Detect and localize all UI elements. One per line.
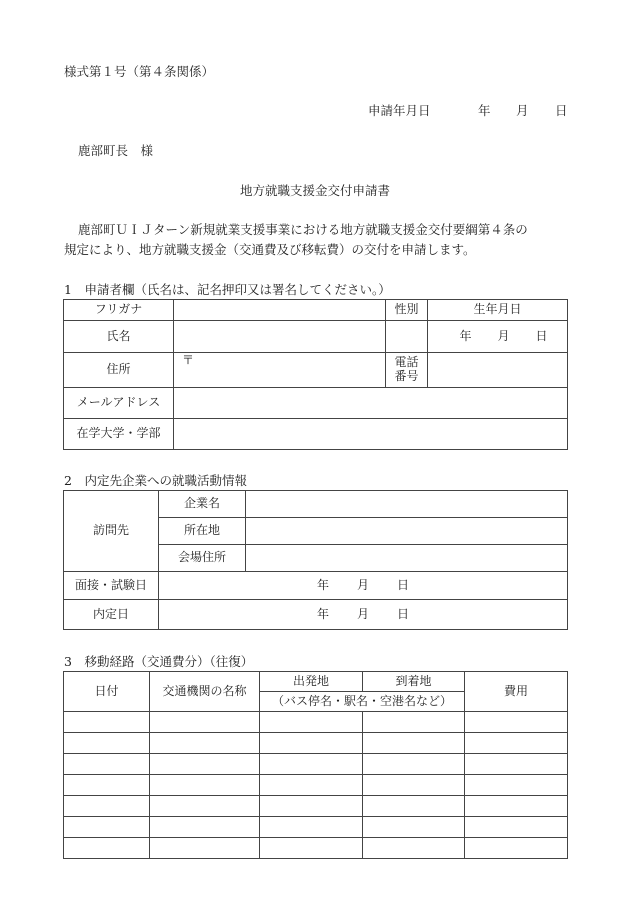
phone-label [386, 353, 428, 388]
date-cell[interactable] [64, 733, 150, 754]
application-date-label: 申請年月日 [368, 103, 431, 118]
section1-heading: 1 申請者欄（氏名は、記名押印又は署名してください。） [64, 282, 391, 297]
cost-cell[interactable] [465, 712, 568, 733]
travel-route-table [63, 671, 568, 859]
arrival-cell[interactable] [363, 796, 465, 817]
departure-cell[interactable] [260, 733, 363, 754]
application-date-line [368, 103, 568, 118]
transport-header: 交通機関の名称 [150, 672, 260, 712]
arrival-header: 到着地 [363, 672, 465, 692]
cost-cell[interactable] [465, 775, 568, 796]
name-field[interactable] [174, 321, 386, 353]
birth-year-unit: 年 [459, 328, 472, 343]
date-cell[interactable] [64, 775, 150, 796]
table-row [64, 775, 568, 796]
furigana-field[interactable] [174, 300, 386, 321]
intro-line-1: 鹿部町ＵＩＪターン新規就業支援事業における地方就職支援金交付要綱第４条の [78, 222, 528, 237]
gender-label: 性別 [386, 300, 428, 321]
arrival-cell[interactable] [363, 733, 465, 754]
cost-cell[interactable] [465, 796, 568, 817]
birth-month-unit: 月 [497, 328, 510, 343]
table-row [64, 712, 568, 733]
offer-year-unit: 年 [316, 606, 329, 621]
offer-day-unit: 日 [397, 606, 410, 621]
phone-label-line2: 番号 [394, 369, 419, 383]
offer-month-unit: 月 [356, 606, 369, 621]
cost-cell[interactable] [465, 754, 568, 775]
form-number: 様式第１号（第４条関係） [64, 64, 215, 79]
table-row [64, 796, 568, 817]
job-hunting-table [63, 490, 568, 630]
section2-heading: 2 内定先企業への就職活動情報 [64, 473, 247, 488]
transport-cell[interactable] [150, 796, 260, 817]
table-row [64, 838, 568, 859]
phone-field[interactable] [428, 353, 568, 388]
transport-cell[interactable] [150, 817, 260, 838]
cost-cell[interactable] [465, 817, 568, 838]
birthdate-field[interactable] [428, 321, 568, 353]
date-cell[interactable] [64, 754, 150, 775]
school-field[interactable] [174, 419, 568, 450]
arrival-cell[interactable] [363, 712, 465, 733]
departure-header: 出発地 [260, 672, 363, 692]
transport-cell[interactable] [150, 838, 260, 859]
departure-cell[interactable] [260, 712, 363, 733]
table-row [64, 817, 568, 838]
addressee: 鹿部町長 様 [78, 143, 154, 158]
arrival-cell[interactable] [363, 817, 465, 838]
applicant-table [63, 299, 568, 450]
interview-date-label: 面接・試験日 [64, 572, 159, 600]
cost-cell[interactable] [465, 838, 568, 859]
venue-field[interactable] [246, 545, 568, 572]
interview-year-unit: 年 [316, 577, 329, 592]
departure-cell[interactable] [260, 838, 363, 859]
document-title: 地方就職支援金交付申請書 [239, 183, 390, 198]
arrival-cell[interactable] [363, 754, 465, 775]
interview-day-unit: 日 [397, 577, 410, 592]
address-label: 住所 [64, 353, 174, 388]
cost-header: 費用 [465, 672, 568, 712]
date-cell[interactable] [64, 796, 150, 817]
application-day-unit: 日 [555, 103, 568, 118]
date-cell[interactable] [64, 817, 150, 838]
departure-cell[interactable] [260, 817, 363, 838]
address-field[interactable] [174, 353, 386, 388]
school-label: 在学大学・学部 [64, 419, 174, 450]
email-label: メールアドレス [64, 388, 174, 419]
phone-label-line1: 電話 [394, 355, 419, 370]
arrival-cell[interactable] [363, 775, 465, 796]
transport-cell[interactable] [150, 733, 260, 754]
location-field[interactable] [246, 518, 568, 545]
company-field[interactable] [246, 491, 568, 518]
transport-cell[interactable] [150, 712, 260, 733]
furigana-label: フリガナ [64, 300, 174, 321]
interview-month-unit: 月 [356, 577, 369, 592]
company-label: 企業名 [159, 491, 246, 518]
place-note: （バス停名・駅名・空港名など） [260, 692, 465, 712]
visit-label: 訪問先 [64, 491, 159, 572]
table-row [64, 733, 568, 754]
date-cell[interactable] [64, 712, 150, 733]
offer-date-label: 内定日 [64, 600, 159, 630]
birthdate-label: 生年月日 [428, 300, 568, 321]
gender-field[interactable] [386, 321, 428, 353]
name-label: 氏名 [64, 321, 174, 353]
date-cell[interactable] [64, 838, 150, 859]
email-field[interactable] [174, 388, 568, 419]
transport-cell[interactable] [150, 775, 260, 796]
postal-mark: 〒 [182, 353, 195, 367]
birth-day-unit: 日 [535, 328, 548, 343]
departure-cell[interactable] [260, 754, 363, 775]
transport-cell[interactable] [150, 754, 260, 775]
venue-label: 会場住所 [159, 545, 246, 572]
application-month-unit: 月 [516, 103, 529, 118]
departure-cell[interactable] [260, 775, 363, 796]
table-row [64, 754, 568, 775]
section3-heading: 3 移動経路（交通費分）（往復） [64, 654, 254, 669]
offer-date-field[interactable] [159, 600, 568, 630]
cost-cell[interactable] [465, 733, 568, 754]
application-year-unit: 年 [478, 103, 491, 118]
arrival-cell[interactable] [363, 838, 465, 859]
date-header: 日付 [64, 672, 150, 712]
interview-date-field[interactable] [159, 572, 568, 600]
departure-cell[interactable] [260, 796, 363, 817]
location-label: 所在地 [159, 518, 246, 545]
intro-line-2: 規定により、地方就職支援金（交通費及び移転費）の交付を申請します。 [64, 242, 476, 257]
